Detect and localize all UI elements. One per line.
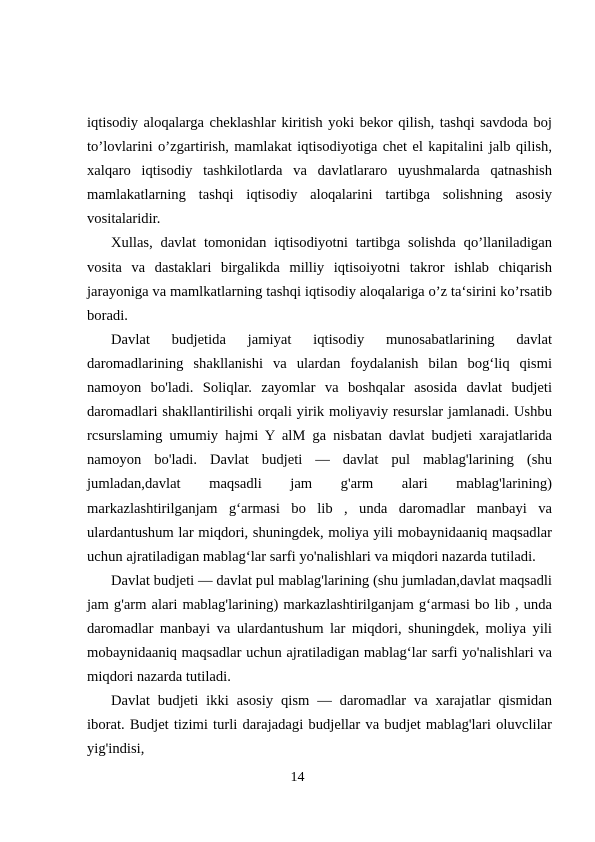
paragraph-5: Davlat budjeti ikki asosiy qism — daromadlar va xarajatlar qismidan iborat. Budjet tizimi turli darajadagi budjellar va budjet mablag'lari oluvclilar yig'indisi, bbox=[87, 693, 552, 758]
paragraph-1: iqtisodiy aloqalarga cheklashlar kiritish yoki bekor qilish, tashqi savdoda boj to’lovlarini o’zgartirish, mamlakat iqtisodiyotiga chet el kapitalini jalb qilish, xalqaro iqtisodiy tashkilotlarda va davlatlararo uyushmalarda qatnashish mamlakatlarning tashqi iqtisodiy aloqalarini tartibga solishning asosiy vositalaridir. bbox=[87, 115, 552, 228]
paragraph-2: Xullas, davlat tomonidan iqtisodiyotni tartibga solishda qo’llaniladigan vosita va dastaklari birgalikda milliy iqtisoiyotni takror ishlab chiqarish jarayoniga va mamlkatlarning tashqi iqtisodiy aloqalariga o’z ta‘sirini ko’rsatib boradi. bbox=[87, 235, 552, 324]
paragraph-3: Davlat budjetida jamiyat iqtisodiy munosabatlarining davlat daromadlarining shakllanishi va ulardan foydalanish bilan bog‘liq qismi namoyon bo'ladi. Soliqlar. zayomlar va boshqalar asosida davlat budjeti daromadlari shakllantirilishi orqali yirik moliyaviy resurslar jamlanadi. Ushbu rcsurslaming umumiy hajmi Y alM ga nisbatan davlat budjeti xarajatlarida namoyon bo'ladi. Davlat budjeti — davlat pul mablag'larining (shu jumladan,davlat maqsadli jam g'arm alari mablag'larining) markazlashtirilganjam g‘armasi bo lib , unda daromadlar manbayi va ulardantushum lar miqdori, shuningdek, moliya yili mobaynidaaniq maqsadlar uchun ajratiladigan mablag‘lar sarfi yo'nalishlari va miqdori nazarda tutiladi. bbox=[87, 331, 552, 565]
paragraph-4: Davlat budjeti — davlat pul mablag'larining (shu jumladan,davlat maqsadli jam g'arm alari mablag'larining) markazlashtirilganjam g‘armasi bo lib , unda daromadlar manbayi va ulardantushum lar miqdori, shuningdek, moliya yili mobaynidaaniq maqsadlar uchun ajratiladigan mablag‘lar sarfi yo'nalishlari va miqdori nazarda tutiladi. bbox=[87, 572, 552, 686]
document-page bbox=[87, 111, 552, 762]
page-number: 14 bbox=[290, 770, 305, 785]
